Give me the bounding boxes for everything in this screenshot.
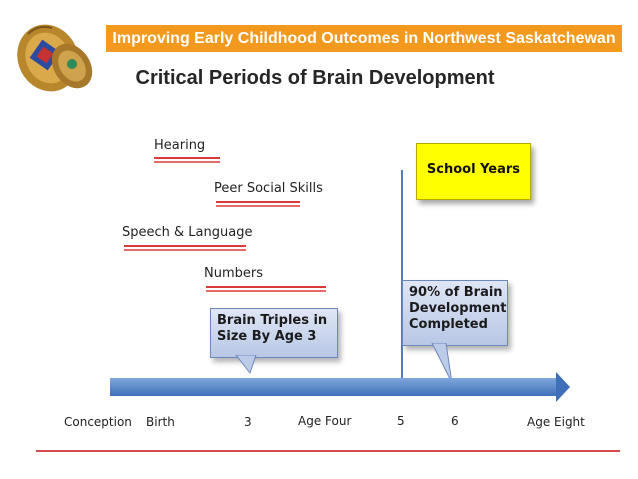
- timeline-label-age-four: Age Four: [298, 414, 352, 428]
- period-line-numbers: [206, 286, 326, 288]
- callout-brain-triples-line1: Brain Triples in: [217, 313, 328, 328]
- timeline-label-birth: Birth: [146, 415, 175, 429]
- callout-brain-triples: [210, 308, 338, 358]
- callout-brain-triples-pointer: [228, 355, 268, 379]
- period-line-speech-shadow: [124, 249, 246, 251]
- callout-ninety-line1: 90% of Brain: [409, 285, 503, 300]
- period-line-hearing-shadow: [154, 161, 220, 163]
- footer-divider: [36, 450, 620, 452]
- header-banner: Improving Early Childhood Outcomes in Northwest Saskatchewan: [106, 25, 622, 52]
- timeline-arrow-head: [556, 372, 572, 402]
- school-years-box: [416, 143, 531, 200]
- period-line-speech: [124, 245, 246, 247]
- period-line-peer-social: [216, 201, 300, 203]
- period-label-peer-social: Peer Social Skills: [214, 181, 323, 196]
- age-five-marker-line: [401, 170, 403, 378]
- page-title: Critical Periods of Brain Development: [135, 67, 495, 89]
- timeline-label-age-eight: Age Eight: [527, 415, 585, 429]
- timeline-label-three: 3: [244, 415, 252, 429]
- timeline-label-five: 5: [397, 414, 405, 428]
- school-years-label: School Years: [426, 162, 521, 177]
- callout-ninety-text: [409, 285, 506, 333]
- period-label-numbers: Numbers: [204, 266, 263, 281]
- period-line-peer-social-shadow: [216, 205, 300, 207]
- callout-brain-triples-text: [217, 313, 327, 345]
- callout-ninety-line2: Development: [409, 301, 507, 316]
- period-label-speech: Speech & Language: [122, 225, 253, 240]
- timeline-arrow-shaft: [110, 378, 558, 396]
- callout-brain-triples-line2: Size By Age 3: [217, 329, 317, 344]
- period-line-numbers-shadow: [206, 290, 326, 292]
- timeline-label-six: 6: [451, 414, 459, 428]
- period-label-hearing: Hearing: [154, 138, 206, 153]
- period-line-hearing: [154, 157, 220, 159]
- timeline-label-conception: Conception: [64, 415, 132, 429]
- callout-ninety-line3: Completed: [409, 317, 488, 332]
- callout-ninety-percent: [402, 280, 508, 346]
